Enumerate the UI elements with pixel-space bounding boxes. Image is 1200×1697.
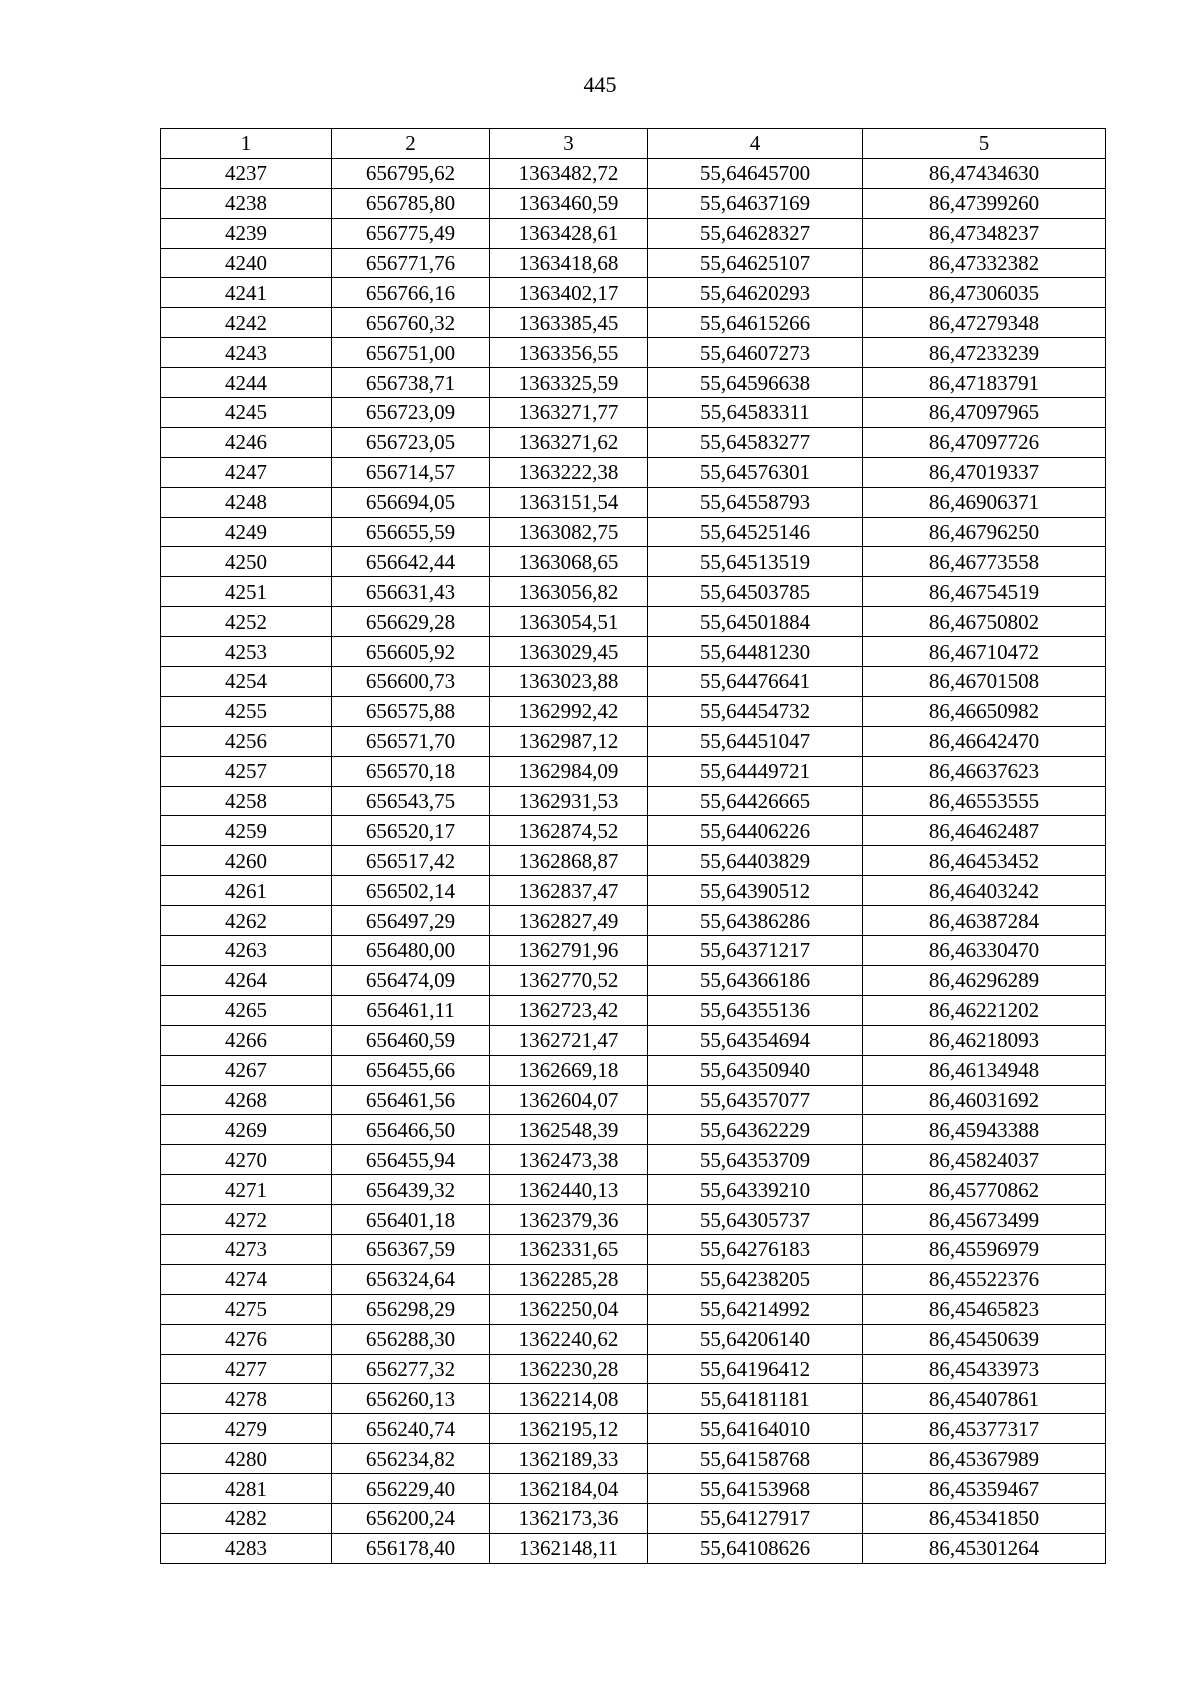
- longitude-cell: 86,45301264: [863, 1533, 1106, 1563]
- point-number-cell: 4257: [161, 756, 332, 786]
- latitude-cell: 55,64357077: [648, 1085, 863, 1115]
- y-coordinate-cell: 1362473,38: [490, 1145, 648, 1175]
- point-number-cell: 4261: [161, 876, 332, 906]
- point-number-cell: 4249: [161, 517, 332, 547]
- y-coordinate-cell: 1362189,33: [490, 1444, 648, 1474]
- latitude-cell: 55,64164010: [648, 1414, 863, 1444]
- table-row: [161, 398, 1106, 428]
- latitude-cell: 55,64607273: [648, 338, 863, 368]
- latitude-cell: 55,64583311: [648, 398, 863, 428]
- x-coordinate-cell: 656461,11: [332, 995, 490, 1025]
- x-coordinate-cell: 656288,30: [332, 1324, 490, 1354]
- point-number-cell: 4260: [161, 846, 332, 876]
- longitude-cell: 86,46031692: [863, 1085, 1106, 1115]
- y-coordinate-cell: 1363325,59: [490, 368, 648, 398]
- x-coordinate-cell: 656795,62: [332, 158, 490, 188]
- x-coordinate-cell: 656771,76: [332, 248, 490, 278]
- x-coordinate-cell: 656723,05: [332, 427, 490, 457]
- table-row: [161, 278, 1106, 308]
- point-number-cell: 4270: [161, 1145, 332, 1175]
- latitude-cell: 55,64206140: [648, 1324, 863, 1354]
- y-coordinate-cell: 1363054,51: [490, 607, 648, 637]
- longitude-cell: 86,45824037: [863, 1145, 1106, 1175]
- y-coordinate-cell: 1362214,08: [490, 1384, 648, 1414]
- table-row: [161, 1294, 1106, 1324]
- longitude-cell: 86,46642470: [863, 726, 1106, 756]
- point-number-cell: 4267: [161, 1055, 332, 1085]
- point-number-cell: 4247: [161, 457, 332, 487]
- y-coordinate-cell: 1362723,42: [490, 995, 648, 1025]
- y-coordinate-cell: 1363023,88: [490, 667, 648, 697]
- longitude-cell: 86,46750802: [863, 607, 1106, 637]
- longitude-cell: 86,46796250: [863, 517, 1106, 547]
- x-coordinate-cell: 656751,00: [332, 338, 490, 368]
- longitude-cell: 86,45359467: [863, 1474, 1106, 1504]
- latitude-cell: 55,64108626: [648, 1533, 863, 1563]
- point-number-cell: 4239: [161, 218, 332, 248]
- longitude-cell: 86,46403242: [863, 876, 1106, 906]
- y-coordinate-cell: 1362184,04: [490, 1474, 648, 1504]
- table-row: [161, 487, 1106, 517]
- table-row: [161, 1175, 1106, 1205]
- x-coordinate-cell: 656455,94: [332, 1145, 490, 1175]
- point-number-cell: 4243: [161, 338, 332, 368]
- x-coordinate-cell: 656461,56: [332, 1085, 490, 1115]
- y-coordinate-cell: 1362987,12: [490, 726, 648, 756]
- y-coordinate-cell: 1362240,62: [490, 1324, 648, 1354]
- y-coordinate-cell: 1362195,12: [490, 1414, 648, 1444]
- table-row: [161, 218, 1106, 248]
- x-coordinate-cell: 656234,82: [332, 1444, 490, 1474]
- latitude-cell: 55,64181181: [648, 1384, 863, 1414]
- x-coordinate-cell: 656474,09: [332, 965, 490, 995]
- table-row: [161, 1354, 1106, 1384]
- latitude-cell: 55,64339210: [648, 1175, 863, 1205]
- longitude-cell: 86,45341850: [863, 1503, 1106, 1533]
- latitude-cell: 55,64354694: [648, 1025, 863, 1055]
- point-number-cell: 4252: [161, 607, 332, 637]
- table-row: [161, 876, 1106, 906]
- latitude-cell: 55,64158768: [648, 1444, 863, 1474]
- y-coordinate-cell: 1362837,47: [490, 876, 648, 906]
- x-coordinate-cell: 656723,09: [332, 398, 490, 428]
- page-number: 445: [583, 72, 617, 97]
- table-body: [161, 158, 1106, 1563]
- longitude-cell: 86,47097726: [863, 427, 1106, 457]
- table-row: [161, 1444, 1106, 1474]
- x-coordinate-cell: 656642,44: [332, 547, 490, 577]
- latitude-cell: 55,64476641: [648, 667, 863, 697]
- y-coordinate-cell: 1362721,47: [490, 1025, 648, 1055]
- y-coordinate-cell: 1362230,28: [490, 1354, 648, 1384]
- x-coordinate-cell: 656298,29: [332, 1294, 490, 1324]
- y-coordinate-cell: 1362604,07: [490, 1085, 648, 1115]
- longitude-cell: 86,45407861: [863, 1384, 1106, 1414]
- y-coordinate-cell: 1363460,59: [490, 188, 648, 218]
- x-coordinate-cell: 656631,43: [332, 577, 490, 607]
- point-number-cell: 4238: [161, 188, 332, 218]
- y-coordinate-cell: 1363385,45: [490, 308, 648, 338]
- y-coordinate-cell: 1363271,77: [490, 398, 648, 428]
- x-coordinate-cell: 656229,40: [332, 1474, 490, 1504]
- longitude-cell: 86,46330470: [863, 936, 1106, 966]
- column-header: 4: [648, 129, 863, 159]
- longitude-cell: 86,46296289: [863, 965, 1106, 995]
- x-coordinate-cell: 656401,18: [332, 1205, 490, 1235]
- y-coordinate-cell: 1362250,04: [490, 1294, 648, 1324]
- column-header: 5: [863, 129, 1106, 159]
- longitude-cell: 86,46462487: [863, 816, 1106, 846]
- y-coordinate-cell: 1362379,36: [490, 1205, 648, 1235]
- latitude-cell: 55,64596638: [648, 368, 863, 398]
- latitude-cell: 55,64406226: [648, 816, 863, 846]
- y-coordinate-cell: 1363482,72: [490, 158, 648, 188]
- x-coordinate-cell: 656178,40: [332, 1533, 490, 1563]
- y-coordinate-cell: 1362548,39: [490, 1115, 648, 1145]
- latitude-cell: 55,64350940: [648, 1055, 863, 1085]
- y-coordinate-cell: 1362669,18: [490, 1055, 648, 1085]
- point-number-cell: 4255: [161, 696, 332, 726]
- longitude-cell: 86,47332382: [863, 248, 1106, 278]
- longitude-cell: 86,47306035: [863, 278, 1106, 308]
- y-coordinate-cell: 1362148,11: [490, 1533, 648, 1563]
- longitude-cell: 86,45673499: [863, 1205, 1106, 1235]
- y-coordinate-cell: 1363271,62: [490, 427, 648, 457]
- y-coordinate-cell: 1363402,17: [490, 278, 648, 308]
- y-coordinate-cell: 1362440,13: [490, 1175, 648, 1205]
- table-row: [161, 1234, 1106, 1264]
- point-number-cell: 4256: [161, 726, 332, 756]
- latitude-cell: 55,64390512: [648, 876, 863, 906]
- point-number-cell: 4280: [161, 1444, 332, 1474]
- x-coordinate-cell: 656760,32: [332, 308, 490, 338]
- table-row: [161, 1503, 1106, 1533]
- latitude-cell: 55,64371217: [648, 936, 863, 966]
- x-coordinate-cell: 656629,28: [332, 607, 490, 637]
- latitude-cell: 55,64403829: [648, 846, 863, 876]
- y-coordinate-cell: 1363082,75: [490, 517, 648, 547]
- longitude-cell: 86,45943388: [863, 1115, 1106, 1145]
- table-row: [161, 338, 1106, 368]
- point-number-cell: 4259: [161, 816, 332, 846]
- x-coordinate-cell: 656575,88: [332, 696, 490, 726]
- point-number-cell: 4240: [161, 248, 332, 278]
- point-number-cell: 4245: [161, 398, 332, 428]
- point-number-cell: 4237: [161, 158, 332, 188]
- x-coordinate-cell: 656694,05: [332, 487, 490, 517]
- y-coordinate-cell: 1362868,87: [490, 846, 648, 876]
- longitude-cell: 86,45377317: [863, 1414, 1106, 1444]
- point-number-cell: 4266: [161, 1025, 332, 1055]
- y-coordinate-cell: 1363029,45: [490, 637, 648, 667]
- y-coordinate-cell: 1362791,96: [490, 936, 648, 966]
- x-coordinate-cell: 656520,17: [332, 816, 490, 846]
- point-number-cell: 4250: [161, 547, 332, 577]
- point-number-cell: 4276: [161, 1324, 332, 1354]
- table-row: [161, 667, 1106, 697]
- longitude-cell: 86,46637623: [863, 756, 1106, 786]
- longitude-cell: 86,45465823: [863, 1294, 1106, 1324]
- table-row: [161, 936, 1106, 966]
- table-row: [161, 1025, 1106, 1055]
- column-header: 1: [161, 129, 332, 159]
- latitude-cell: 55,64305737: [648, 1205, 863, 1235]
- point-number-cell: 4241: [161, 278, 332, 308]
- x-coordinate-cell: 656260,13: [332, 1384, 490, 1414]
- point-number-cell: 4254: [161, 667, 332, 697]
- x-coordinate-cell: 656517,42: [332, 846, 490, 876]
- latitude-cell: 55,64481230: [648, 637, 863, 667]
- point-number-cell: 4281: [161, 1474, 332, 1504]
- x-coordinate-cell: 656466,50: [332, 1115, 490, 1145]
- table-row: [161, 1205, 1106, 1235]
- point-number-cell: 4246: [161, 427, 332, 457]
- point-number-cell: 4278: [161, 1384, 332, 1414]
- latitude-cell: 55,64620293: [648, 278, 863, 308]
- point-number-cell: 4277: [161, 1354, 332, 1384]
- table-row: [161, 726, 1106, 756]
- longitude-cell: 86,47279348: [863, 308, 1106, 338]
- point-number-cell: 4258: [161, 786, 332, 816]
- latitude-cell: 55,64525146: [648, 517, 863, 547]
- table-row: [161, 816, 1106, 846]
- y-coordinate-cell: 1363418,68: [490, 248, 648, 278]
- table-row: [161, 1533, 1106, 1563]
- x-coordinate-cell: 656324,64: [332, 1264, 490, 1294]
- x-coordinate-cell: 656502,14: [332, 876, 490, 906]
- x-coordinate-cell: 656775,49: [332, 218, 490, 248]
- point-number-cell: 4264: [161, 965, 332, 995]
- point-number-cell: 4265: [161, 995, 332, 1025]
- x-coordinate-cell: 656785,80: [332, 188, 490, 218]
- table-header-row: [161, 129, 1106, 159]
- latitude-cell: 55,64583277: [648, 427, 863, 457]
- table-row: [161, 1115, 1106, 1145]
- x-coordinate-cell: 656766,16: [332, 278, 490, 308]
- longitude-cell: 86,45433973: [863, 1354, 1106, 1384]
- y-coordinate-cell: 1362173,36: [490, 1503, 648, 1533]
- y-coordinate-cell: 1363056,82: [490, 577, 648, 607]
- longitude-cell: 86,46650982: [863, 696, 1106, 726]
- latitude-cell: 55,64625107: [648, 248, 863, 278]
- longitude-cell: 86,46906371: [863, 487, 1106, 517]
- table-row: [161, 158, 1106, 188]
- longitude-cell: 86,46701508: [863, 667, 1106, 697]
- longitude-cell: 86,47097965: [863, 398, 1106, 428]
- longitude-cell: 86,47233239: [863, 338, 1106, 368]
- point-number-cell: 4242: [161, 308, 332, 338]
- latitude-cell: 55,64615266: [648, 308, 863, 338]
- table-row: [161, 248, 1106, 278]
- longitude-cell: 86,47019337: [863, 457, 1106, 487]
- table-row: [161, 517, 1106, 547]
- x-coordinate-cell: 656543,75: [332, 786, 490, 816]
- longitude-cell: 86,46754519: [863, 577, 1106, 607]
- x-coordinate-cell: 656714,57: [332, 457, 490, 487]
- latitude-cell: 55,64454732: [648, 696, 863, 726]
- longitude-cell: 86,45450639: [863, 1324, 1106, 1354]
- y-coordinate-cell: 1362931,53: [490, 786, 648, 816]
- longitude-cell: 86,46553555: [863, 786, 1106, 816]
- point-number-cell: 4268: [161, 1085, 332, 1115]
- latitude-cell: 55,64451047: [648, 726, 863, 756]
- latitude-cell: 55,64276183: [648, 1234, 863, 1264]
- table-row: [161, 906, 1106, 936]
- x-coordinate-cell: 656600,73: [332, 667, 490, 697]
- latitude-cell: 55,64503785: [648, 577, 863, 607]
- latitude-cell: 55,64386286: [648, 906, 863, 936]
- longitude-cell: 86,46218093: [863, 1025, 1106, 1055]
- point-number-cell: 4282: [161, 1503, 332, 1533]
- table-row: [161, 457, 1106, 487]
- point-number-cell: 4271: [161, 1175, 332, 1205]
- longitude-cell: 86,46134948: [863, 1055, 1106, 1085]
- x-coordinate-cell: 656605,92: [332, 637, 490, 667]
- latitude-cell: 55,64238205: [648, 1264, 863, 1294]
- latitude-cell: 55,64214992: [648, 1294, 863, 1324]
- table-row: [161, 1384, 1106, 1414]
- point-number-cell: 4283: [161, 1533, 332, 1563]
- x-coordinate-cell: 656200,24: [332, 1503, 490, 1533]
- longitude-cell: 86,45596979: [863, 1234, 1106, 1264]
- x-coordinate-cell: 656367,59: [332, 1234, 490, 1264]
- longitude-cell: 86,45770862: [863, 1175, 1106, 1205]
- point-number-cell: 4279: [161, 1414, 332, 1444]
- x-coordinate-cell: 656480,00: [332, 936, 490, 966]
- x-coordinate-cell: 656455,66: [332, 1055, 490, 1085]
- latitude-cell: 55,64196412: [648, 1354, 863, 1384]
- table-row: [161, 1324, 1106, 1354]
- y-coordinate-cell: 1363428,61: [490, 218, 648, 248]
- table-row: [161, 577, 1106, 607]
- x-coordinate-cell: 656497,29: [332, 906, 490, 936]
- table-row: [161, 607, 1106, 637]
- point-number-cell: 4262: [161, 906, 332, 936]
- longitude-cell: 86,47183791: [863, 368, 1106, 398]
- latitude-cell: 55,64127917: [648, 1503, 863, 1533]
- table-row: [161, 995, 1106, 1025]
- longitude-cell: 86,45367989: [863, 1444, 1106, 1474]
- point-number-cell: 4244: [161, 368, 332, 398]
- y-coordinate-cell: 1362874,52: [490, 816, 648, 846]
- table-row: [161, 368, 1106, 398]
- y-coordinate-cell: 1362770,52: [490, 965, 648, 995]
- longitude-cell: 86,46453452: [863, 846, 1106, 876]
- longitude-cell: 86,46710472: [863, 637, 1106, 667]
- point-number-cell: 4269: [161, 1115, 332, 1145]
- table-row: [161, 188, 1106, 218]
- table-row: [161, 427, 1106, 457]
- table-row: [161, 696, 1106, 726]
- x-coordinate-cell: 656240,74: [332, 1414, 490, 1444]
- y-coordinate-cell: 1363222,38: [490, 457, 648, 487]
- table-row: [161, 637, 1106, 667]
- latitude-cell: 55,64153968: [648, 1474, 863, 1504]
- x-coordinate-cell: 656277,32: [332, 1354, 490, 1384]
- latitude-cell: 55,64558793: [648, 487, 863, 517]
- table-row: [161, 1085, 1106, 1115]
- x-coordinate-cell: 656655,59: [332, 517, 490, 547]
- latitude-cell: 55,64645700: [648, 158, 863, 188]
- longitude-cell: 86,47434630: [863, 158, 1106, 188]
- table-row: [161, 965, 1106, 995]
- latitude-cell: 55,64576301: [648, 457, 863, 487]
- latitude-cell: 55,64628327: [648, 218, 863, 248]
- table-row: [161, 1264, 1106, 1294]
- table-row: [161, 308, 1106, 338]
- longitude-cell: 86,47348237: [863, 218, 1106, 248]
- point-number-cell: 4263: [161, 936, 332, 966]
- table-row: [161, 547, 1106, 577]
- latitude-cell: 55,64353709: [648, 1145, 863, 1175]
- table-row: [161, 756, 1106, 786]
- longitude-cell: 86,46387284: [863, 906, 1106, 936]
- y-coordinate-cell: 1362992,42: [490, 696, 648, 726]
- longitude-cell: 86,47399260: [863, 188, 1106, 218]
- x-coordinate-cell: 656570,18: [332, 756, 490, 786]
- y-coordinate-cell: 1362285,28: [490, 1264, 648, 1294]
- y-coordinate-cell: 1363068,65: [490, 547, 648, 577]
- table-row: [161, 846, 1106, 876]
- point-number-cell: 4274: [161, 1264, 332, 1294]
- latitude-cell: 55,64355136: [648, 995, 863, 1025]
- point-number-cell: 4253: [161, 637, 332, 667]
- latitude-cell: 55,64362229: [648, 1115, 863, 1145]
- coordinates-table: [160, 128, 1106, 1564]
- table-row: [161, 1145, 1106, 1175]
- column-header: 2: [332, 129, 490, 159]
- latitude-cell: 55,64449721: [648, 756, 863, 786]
- longitude-cell: 86,46773558: [863, 547, 1106, 577]
- x-coordinate-cell: 656460,59: [332, 1025, 490, 1055]
- latitude-cell: 55,64366186: [648, 965, 863, 995]
- latitude-cell: 55,64501884: [648, 607, 863, 637]
- longitude-cell: 86,46221202: [863, 995, 1106, 1025]
- point-number-cell: 4272: [161, 1205, 332, 1235]
- latitude-cell: 55,64426665: [648, 786, 863, 816]
- longitude-cell: 86,45522376: [863, 1264, 1106, 1294]
- table-row: [161, 1055, 1106, 1085]
- point-number-cell: 4273: [161, 1234, 332, 1264]
- point-number-cell: 4251: [161, 577, 332, 607]
- x-coordinate-cell: 656738,71: [332, 368, 490, 398]
- x-coordinate-cell: 656439,32: [332, 1175, 490, 1205]
- latitude-cell: 55,64513519: [648, 547, 863, 577]
- point-number-cell: 4275: [161, 1294, 332, 1324]
- latitude-cell: 55,64637169: [648, 188, 863, 218]
- y-coordinate-cell: 1362984,09: [490, 756, 648, 786]
- point-number-cell: 4248: [161, 487, 332, 517]
- y-coordinate-cell: 1362827,49: [490, 906, 648, 936]
- y-coordinate-cell: 1363356,55: [490, 338, 648, 368]
- y-coordinate-cell: 1363151,54: [490, 487, 648, 517]
- table-row: [161, 786, 1106, 816]
- table-row: [161, 1474, 1106, 1504]
- column-header: 3: [490, 129, 648, 159]
- y-coordinate-cell: 1362331,65: [490, 1234, 648, 1264]
- x-coordinate-cell: 656571,70: [332, 726, 490, 756]
- table-row: [161, 1414, 1106, 1444]
